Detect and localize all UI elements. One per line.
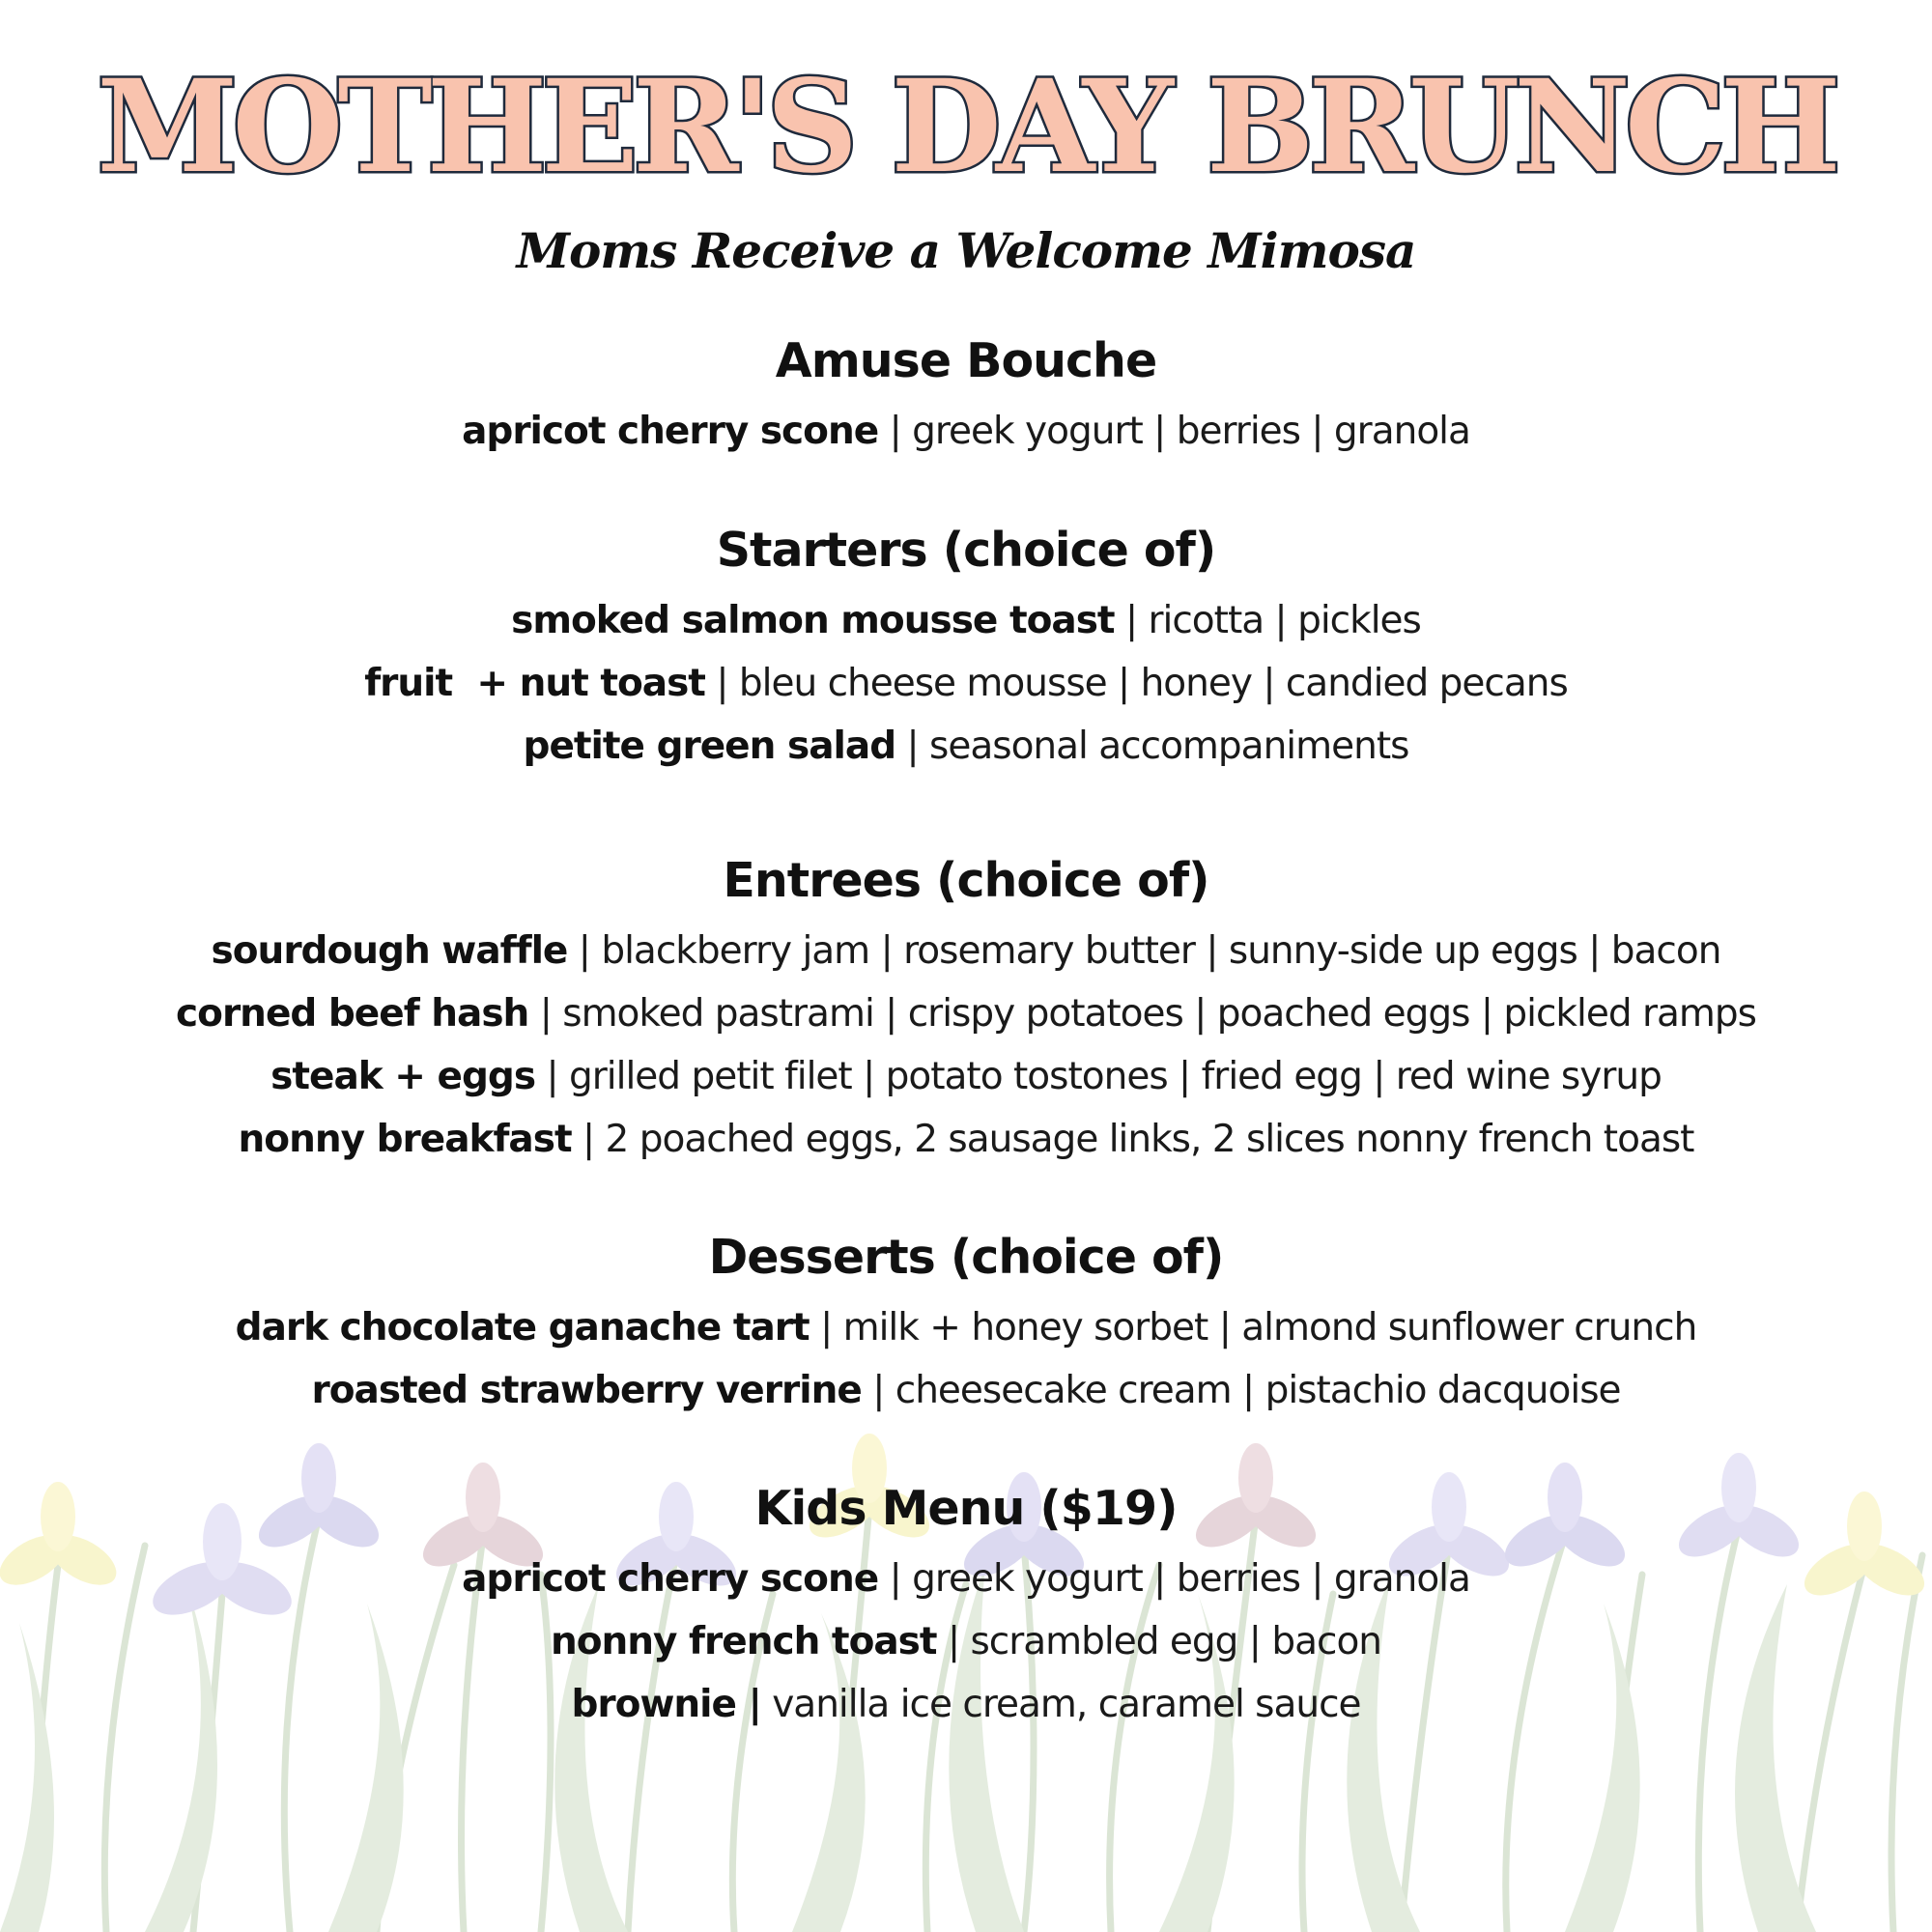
menu-item-details: | scrambled egg | bacon (936, 1620, 1382, 1663)
menu-item-details: | greek yogurt | berries | granola (878, 410, 1470, 453)
page-subtitle: Moms Receive a Welcome Mimosa (516, 222, 1416, 279)
menu-item (0, 1673, 1932, 1736)
menu-item (0, 589, 1932, 652)
menu-item-name: nonny french toast (550, 1620, 937, 1663)
section-amuse-bouche (0, 330, 1932, 463)
menu-item-details: | 2 poached eggs, 2 sausage links, 2 slices nonny french toast (571, 1118, 1694, 1161)
menu-item (0, 920, 1932, 982)
menu-item-details: | seasonal accompaniments (895, 724, 1409, 768)
menu-item (0, 652, 1932, 715)
menu-item-name: brownie | (571, 1683, 761, 1726)
menu-item-details: | milk + honey sorbet | almond sunflower crunch (809, 1306, 1697, 1350)
menu-item (0, 1610, 1932, 1673)
menu-item-details: vanilla ice cream, caramel sauce (760, 1683, 1361, 1726)
menu-item-details: | greek yogurt | berries | granola (878, 1557, 1470, 1601)
menu-item-name: roasted strawberry verrine (311, 1369, 862, 1412)
menu-item-name: sourdough waffle (211, 929, 568, 973)
menu-item-details: | bleu cheese mousse | honey | candied pecans (704, 662, 1568, 705)
menu-item-details: | smoked pastrami | crispy potatoes | poached eggs | pickled ramps (528, 992, 1756, 1036)
section-desserts (0, 1227, 1932, 1422)
menu-item-name: steak + eggs (270, 1055, 536, 1098)
menu-item-details: | grilled petit filet | potato tostones | fried egg | red wine syrup (535, 1055, 1662, 1098)
menu-item (0, 400, 1932, 463)
section-kids-menu (0, 1478, 1932, 1736)
menu-item-details: | ricotta | pickles (1114, 599, 1421, 642)
section-heading: Kids Menu ($19) (754, 1481, 1178, 1536)
menu-item-details: | blackberry jam | rosemary butter | sunny-side up eggs | bacon (567, 929, 1721, 973)
menu-item-name: fruit + nut toast (364, 662, 705, 705)
menu-item (0, 1359, 1932, 1422)
menu-item (0, 982, 1932, 1045)
menu-item (0, 1045, 1932, 1108)
menu-item-name: nonny breakfast (238, 1118, 572, 1161)
section-entrees (0, 850, 1932, 1171)
section-heading: Amuse Bouche (775, 333, 1157, 388)
menu-item-name: dark chocolate ganache tart (235, 1306, 810, 1350)
menu-item (0, 1108, 1932, 1171)
section-heading: Entrees (choice of) (723, 853, 1209, 908)
section-heading: Desserts (choice of) (708, 1230, 1224, 1285)
section-starters (0, 520, 1932, 778)
menu-item-name: apricot cherry scone (462, 410, 879, 453)
menu-item-name: corned beef hash (176, 992, 529, 1036)
section-heading: Starters (choice of) (716, 523, 1216, 578)
menu-item-details: | cheesecake cream | pistachio dacquoise (861, 1369, 1621, 1412)
page-title: MOTHER'S DAY BRUNCH (97, 52, 1835, 202)
menu-item-name: apricot cherry scone (462, 1557, 879, 1601)
menu-item (0, 1548, 1932, 1610)
menu-item (0, 715, 1932, 778)
menu-item (0, 1296, 1932, 1359)
menu-item-name: smoked salmon mousse toast (511, 599, 1115, 642)
menu-item-name: petite green salad (523, 724, 896, 768)
